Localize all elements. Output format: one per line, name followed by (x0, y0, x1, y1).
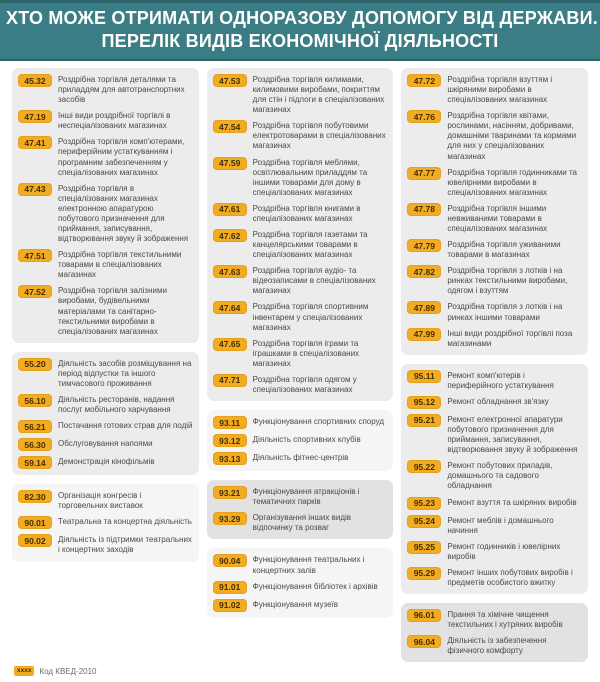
kved-code-badge: 90.04 (213, 554, 247, 567)
kved-code-badge: 47.41 (18, 136, 52, 149)
kved-item-label: Роздрібна торгівля килимами, килимовими виробами, покриттям для стін і підлоги в спеціалізованих магазинах (252, 75, 385, 115)
kved-item-label: Роздрібна торгівля з лотків і на ринках іншими товарами (447, 302, 563, 322)
kved-item-label: Інші види роздрібної торгівлі поза магазинами (447, 328, 573, 348)
kved-code-badge: 95.24 (407, 515, 441, 528)
kved-item (407, 370, 582, 391)
kved-item-label: Роздрібна торгівля аудіо- та відеозаписами в спеціалізованих магазинах (252, 266, 376, 296)
kved-card (207, 480, 394, 539)
kved-item-label: Роздрібна торгівля іграми та іграшками в спеціалізованих магазинах (252, 338, 360, 368)
kved-item (407, 203, 582, 234)
kved-item-label: Роздрібна торгівля з лотків і на ринках текстильними виробами, одягом і взуттям (447, 266, 568, 296)
kved-item (213, 416, 388, 429)
kved-code-badge: 91.02 (213, 599, 247, 612)
kved-code-badge: 56.30 (18, 438, 52, 451)
header (0, 0, 600, 61)
kved-item-label: Функціонування бібліотек і архівів (252, 581, 378, 591)
kved-item (407, 635, 582, 656)
kved-code-badge: 47.43 (18, 183, 52, 196)
kved-item (407, 541, 582, 562)
kved-code-badge: 47.54 (213, 120, 247, 133)
kved-item-label: Функціонування спортивних споруд (252, 417, 384, 427)
kved-code-badge: 47.89 (407, 301, 441, 314)
kved-item-label: Роздрібна торгівля побутовими електротоварами в спеціалізованих магазинах (252, 121, 386, 151)
kved-item (407, 301, 582, 322)
kved-code-badge: 93.12 (213, 434, 247, 447)
kved-item-label: Роздрібна торгівля меблями, освітлювальним приладдям та іншими товарами для дому в спеціалізованих магазинах (252, 157, 368, 197)
kved-item-label: Роздрібна торгівля в спеціалізованих магазинах електронною апаратурою побутового призначення для приймання, записування, відтворювання звуку й зображення (58, 183, 189, 244)
kved-item (18, 358, 193, 389)
page-title-line1: ХТО МОЖЕ ОТРИМАТИ ОДНОРАЗОВУ ДОПОМОГУ ВІД ДЕРЖАВИ. (6, 8, 598, 28)
kved-code-badge: 47.53 (213, 74, 247, 87)
kved-code-badge: 47.99 (407, 328, 441, 341)
kved-item (213, 301, 388, 332)
kved-item-label: Функціонування атракціонів і тематичних парків (252, 487, 360, 507)
kved-code-badge: 95.29 (407, 567, 441, 580)
kved-code-badge: 47.51 (18, 249, 52, 262)
kved-item-label: Театральна та концертна діяльність (58, 517, 192, 527)
kved-item-label: Роздрібна торгівля книгами в спеціалізованих магазинах (252, 203, 361, 223)
kved-code-badge: 95.12 (407, 396, 441, 409)
kved-item-label: Роздрібна торгівля залізними виробами, будівельними матеріалами та санітарно-текстильними виробами в спеціалізованих магазинах (58, 286, 167, 336)
kved-item (213, 512, 388, 533)
kved-item (407, 497, 582, 510)
kved-code-badge: 56.21 (18, 420, 52, 433)
kved-item-label: Демонстрація кінофільмів (58, 457, 155, 467)
kved-item (407, 414, 582, 455)
kved-code-badge: 95.21 (407, 414, 441, 427)
kved-item (407, 396, 582, 409)
kved-list-content (0, 61, 600, 664)
kved-item-label: Обслуговування напоями (58, 439, 153, 449)
kved-item-label: Роздрібна торгівля іншими невживаними товарами в спеціалізованих магазинах (447, 203, 548, 234)
kved-code-badge: 96.01 (407, 609, 441, 622)
kved-item (407, 609, 582, 630)
kved-code-badge: 95.11 (407, 370, 441, 383)
kved-code-badge: 55.20 (18, 358, 52, 371)
kved-code-badge: 47.19 (18, 110, 52, 123)
kved-item (18, 74, 193, 105)
kved-code-badge: 47.78 (407, 203, 441, 216)
kved-code-badge: 90.02 (18, 534, 52, 547)
kved-item (18, 136, 193, 177)
kved-item-label: Діяльність із забезпечення фізичного комфорту (447, 636, 547, 656)
kved-item (213, 581, 388, 594)
kved-code-badge: 47.77 (407, 167, 441, 180)
kved-item (407, 328, 582, 349)
kved-code-badge: 47.62 (213, 229, 247, 242)
kved-item-label: Ремонт електронної апаратури побутового призначення для приймання, записування, відтворювання звуку й зображення (447, 414, 578, 455)
kved-code-badge: 47.72 (407, 74, 441, 87)
kved-item (18, 456, 193, 469)
kved-item (213, 338, 388, 369)
kved-item-label: Діяльність ресторанів, надання послуг мобільного харчування (58, 395, 175, 415)
kved-item-label: Діяльність із підтримки театральних і концертних заходів (58, 535, 192, 555)
kved-item (18, 183, 193, 244)
kved-item-label: Роздрібна торгівля текстильними товарами в спеціалізованих магазинах (58, 250, 182, 280)
kved-card (12, 68, 199, 343)
kved-item (407, 567, 582, 588)
kved-item-label: Організація конгресів і торговельних виставок (58, 491, 143, 511)
kved-item (213, 229, 388, 260)
kved-item-label: Роздрібна торгівля взуттям і шкіряними виробами в спеціалізованих магазинах (447, 75, 553, 105)
kved-item-label: Функціонування театральних і концертних залів (252, 555, 365, 575)
kved-card (12, 484, 199, 561)
kved-code-badge: 96.04 (407, 635, 441, 648)
kved-code-badge: 93.13 (213, 452, 247, 465)
kved-item (18, 534, 193, 555)
kved-card (207, 410, 394, 471)
kved-card (401, 68, 588, 355)
kved-item (407, 265, 582, 296)
kved-item-label: Ремонт побутових приладів, домашнього та садового обладнання (447, 461, 553, 491)
kved-item-label: Постачання готових страв для подій (58, 421, 193, 431)
kved-item-label: Ремонт взуття та шкіряних виробів (447, 497, 577, 507)
kved-item-label: Інші види роздрібної торгівлі в неспеціалізованих магазинах (58, 111, 171, 131)
footer (0, 664, 600, 682)
kved-item (407, 239, 582, 260)
kved-item-label: Ремонт комп'ютерів і периферійного устаткування (447, 370, 554, 390)
kved-item (213, 203, 388, 224)
kved-code-badge: 47.59 (213, 157, 247, 170)
kved-item (18, 438, 193, 451)
kved-item (213, 265, 388, 296)
kved-code-placeholder-badge: хххх (14, 666, 34, 676)
kved-code-badge: 45.32 (18, 74, 52, 87)
kved-item (213, 554, 388, 575)
kved-item (18, 110, 193, 131)
kved-code-badge: 95.22 (407, 460, 441, 473)
kved-item (407, 460, 582, 491)
kved-item (407, 167, 582, 198)
kved-item (213, 157, 388, 198)
kved-code-badge: 93.11 (213, 416, 247, 429)
kved-item-label: Роздрібна торгівля годинниками та ювелірними виробами в спеціалізованих магазинах (447, 167, 577, 197)
kved-code-badge: 47.61 (213, 203, 247, 216)
kved-item-label: Функціонування музеїв (252, 599, 338, 609)
kved-code-badge: 93.29 (213, 512, 247, 525)
kved-item (18, 249, 193, 280)
kved-code-badge: 47.71 (213, 374, 247, 387)
kved-code-badge: 47.79 (407, 239, 441, 252)
kved-item (213, 374, 388, 395)
kved-card (207, 548, 394, 617)
kved-item (18, 516, 193, 529)
kved-code-badge: 47.52 (18, 285, 52, 298)
kved-code-badge: 56.10 (18, 394, 52, 407)
kved-item-label: Роздрібна торгівля газетами та канцелярськими товарами в спеціалізованих магазинах (252, 230, 368, 260)
kved-code-badge: 82.30 (18, 490, 52, 503)
kved-item-label: Ремонт обладнання зв'язку (447, 396, 549, 406)
kved-code-badge: 47.63 (213, 265, 247, 278)
kved-item-label: Роздрібна торгівля комп'ютерами, периферійним устаткуванням і програмним забезпеченням у спеціалізованих магазинах (58, 137, 185, 177)
kved-item-label: Роздрібна торгівля уживаними товарами в магазинах (447, 240, 561, 260)
kved-code-badge: 59.14 (18, 456, 52, 469)
kved-card (401, 364, 588, 594)
kved-item (18, 394, 193, 415)
kved-item (18, 285, 193, 336)
page-title-line2: ПЕРЕЛІК ВИДІВ ЕКОНОМІЧНОЇ ДІЯЛЬНОСТІ (101, 31, 499, 51)
kved-code-badge: 95.23 (407, 497, 441, 510)
kved-item-label: Прання та хімічне чищення текстильних і хутряних виробів (447, 609, 563, 630)
kved-item (213, 120, 388, 151)
kved-card (12, 352, 199, 475)
column-2 (207, 68, 394, 618)
column-1 (12, 68, 199, 562)
kved-item-label: Роздрібна торгівля квітами, рослинами, насінням, добривами, домашніми тваринами та кормами для них у спеціалізованих магазинах (447, 111, 577, 161)
kved-code-badge: 95.25 (407, 541, 441, 554)
kved-item-label: Роздрібна торгівля одягом у спеціалізованих магазинах (252, 374, 357, 395)
kved-code-badge: 47.65 (213, 338, 247, 351)
kved-item (213, 74, 388, 115)
kved-item (213, 434, 388, 447)
kved-item (407, 110, 582, 161)
kved-item-label: Діяльність засобів розміщування на період відпустки та іншого тимчасового проживання (58, 358, 192, 388)
kved-item (213, 486, 388, 507)
kved-code-badge: 90.01 (18, 516, 52, 529)
kved-item-label: Діяльність фітнес-центрів (252, 453, 349, 463)
column-3 (401, 68, 588, 662)
kved-item-label: Роздрібна торгівля спортивним інвентарем у спеціалізованих магазинах (252, 302, 369, 332)
kved-item-label: Організування інших видів відпочинку та розваг (252, 513, 352, 533)
kved-code-badge: 47.76 (407, 110, 441, 123)
footer-label: Код КВЕД-2010 (39, 666, 97, 676)
kved-item-label: Роздрібна торгівля деталями та приладдям для автотранспортних засобів (58, 75, 185, 105)
kved-item (18, 420, 193, 433)
kved-item (213, 452, 388, 465)
kved-item (407, 74, 582, 105)
kved-item-label: Діяльність спортивних клубів (252, 435, 361, 445)
kved-card (207, 68, 394, 401)
kved-code-badge: 47.82 (407, 265, 441, 278)
kved-item (18, 490, 193, 511)
kved-item (213, 599, 388, 612)
kved-code-badge: 91.01 (213, 581, 247, 594)
kved-item (407, 515, 582, 536)
kved-code-badge: 47.64 (213, 301, 247, 314)
kved-item-label: Ремонт інших побутових виробів і предметів особистого вжитку (447, 567, 573, 587)
kved-code-badge: 93.21 (213, 486, 247, 499)
kved-card (401, 603, 588, 662)
kved-item-label: Ремонт меблів і домашнього начиння (447, 515, 554, 535)
kved-item-label: Ремонт годинників і ювелірних виробів (447, 541, 561, 561)
